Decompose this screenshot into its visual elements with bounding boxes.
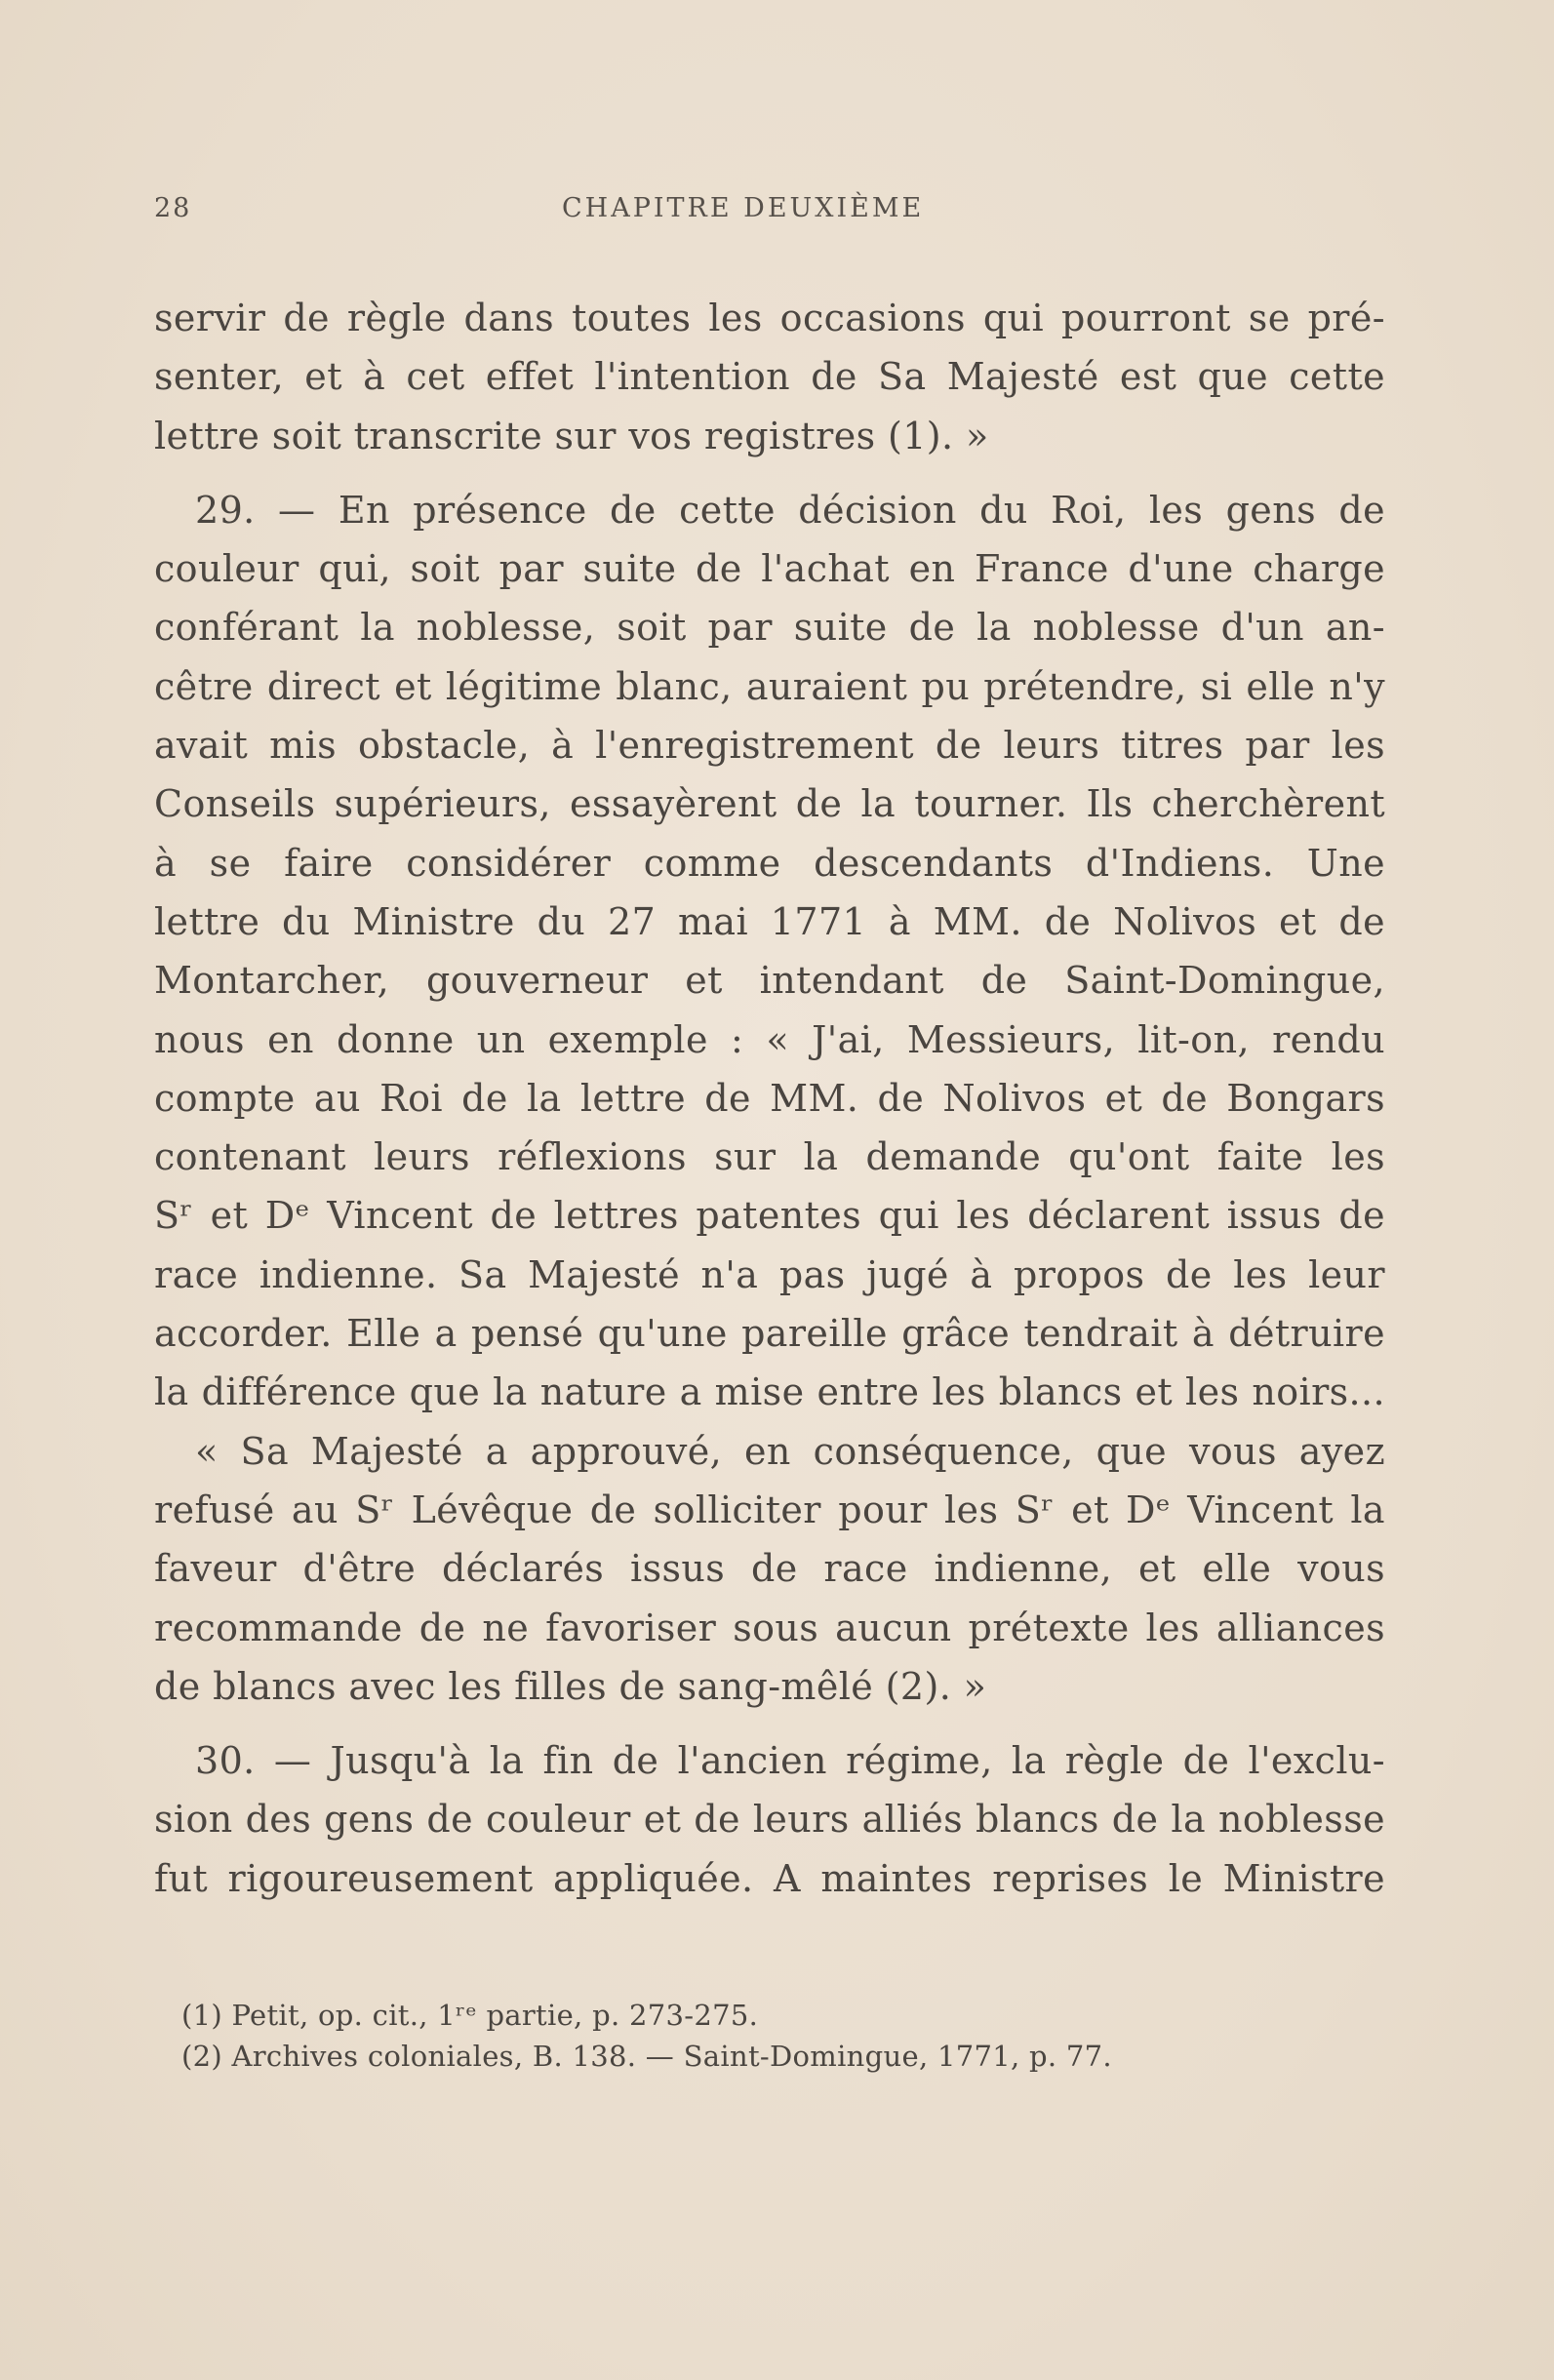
text-line: lettre soit transcrite sur vos registres (1). » <box>154 414 989 457</box>
page-number: 28 <box>154 193 192 223</box>
body-text <box>154 289 1385 1908</box>
text-line: contenant leurs réflexions sur la demande qu'ont faite les <box>154 1135 1385 1179</box>
paragraph <box>154 289 1385 465</box>
text-line: accorder. Elle a pensé qu'une pareille grâce tendrait à détruire <box>154 1312 1385 1356</box>
chapter-title: CHAPITRE DEUXIÈME <box>562 193 925 223</box>
text-line: nous en donne un exemple : « J'ai, Messieurs, lit-on, rendu <box>154 1017 1385 1061</box>
text-line: de blancs avec les filles de sang-mêlé (2). » <box>154 1664 987 1708</box>
text-line: compte au Roi de la lettre de MM. de Nolivos et de Bongars <box>154 1076 1385 1120</box>
text-line: refusé au Sʳ Lévêque de solliciter pour les Sʳ et Dᵉ Vincent la <box>154 1488 1385 1531</box>
text-line: 30. — Jusqu'à la fin de l'ancien régime, la règle de l'exclu- <box>195 1739 1385 1783</box>
text-line: recommande de ne favoriser sous aucun prétexte les alliances <box>154 1606 1385 1649</box>
text-line: à se faire considérer comme descendants d'Indiens. Une <box>154 841 1385 885</box>
text-line: avait mis obstacle, à l'enregistrement de leurs titres par les <box>154 724 1385 768</box>
footnote-2: (2) Archives coloniales, B. 138. — Saint-Domingue, 1771, p. 77. <box>181 2040 1112 2073</box>
text-line: senter, et à cet effet l'intention de Sa Majesté est que cette <box>154 355 1385 399</box>
text-line: cêtre direct et légitime blanc, auraient pu prétendre, si elle n'y <box>154 664 1385 708</box>
text-line: servir de règle dans toutes les occasions qui pourront se pré- <box>154 297 1385 339</box>
running-head <box>154 193 1385 232</box>
paragraph-30 <box>154 1731 1385 1908</box>
text-line: Montarcher, gouverneur et intendant de Saint-Domingue, <box>154 959 1385 1003</box>
footnote-1: (1) Petit, op. cit., 1ʳᵉ partie, p. 273-275. <box>181 1999 759 2032</box>
text-line: sion des gens de couleur et de leurs alliés blancs de la noblesse <box>154 1798 1385 1842</box>
text-line: conférant la noblesse, soit par suite de la noblesse d'un an- <box>154 606 1385 650</box>
text-line: race indienne. Sa Majesté n'a pas jugé à propos de les leur <box>154 1252 1385 1296</box>
footnotes <box>181 1995 1333 2077</box>
text-line: lettre du Ministre du 27 mai 1771 à MM. de Nolivos et de <box>154 899 1385 943</box>
text-line: 29. — En présence de cette décision du Roi, les gens de <box>195 488 1385 532</box>
text-line: fut rigoureusement appliquée. A maintes reprises le Ministre <box>154 1856 1385 1900</box>
text-line: faveur d'être déclarés issus de race indienne, et elle vous <box>154 1547 1385 1591</box>
text-line: Conseils supérieurs, essayèrent de la tourner. Ils cherchèrent <box>154 782 1385 826</box>
text-line: Sʳ et Dᵉ Vincent de lettres patentes qui les déclarent issus de <box>154 1194 1385 1238</box>
paragraph-29 <box>154 481 1385 1716</box>
text-line: « Sa Majesté a approuvé, en conséquence, que vous ayez <box>195 1429 1385 1473</box>
text-line: la différence que la nature a mise entre les blancs et les noirs... <box>154 1370 1385 1414</box>
text-line: couleur qui, soit par suite de l'achat en France d'une charge <box>154 547 1385 591</box>
